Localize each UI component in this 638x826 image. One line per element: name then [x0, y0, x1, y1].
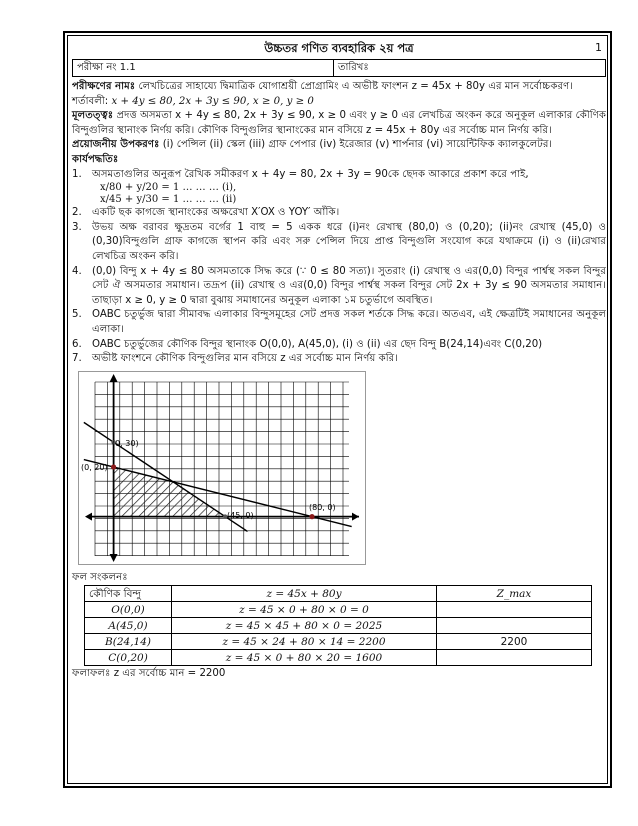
step-text: OABC চতুর্ভুজ দ্বারা সীমাবদ্ধ এলাকার বিন্দুসমূহের সেট প্রদত্ত সকল শর্তকে সিদ্ধ করে। অতএব, এই ক্ষেত্রটিই সমাধানের অনুকূল এলাকা।: [92, 309, 606, 335]
step-number: 1.: [72, 168, 82, 180]
page-title: উচ্চতর গণিত ব্যবহারিক ২য় পত্র: [264, 41, 414, 55]
equipment: [72, 138, 606, 153]
x-axis-arrow-left: [85, 512, 92, 520]
lp-graph: [78, 371, 366, 565]
point-marker-0-20: [111, 464, 116, 469]
header-objective: z = 45x + 80y: [172, 586, 437, 602]
label-45-0: (45, 0): [227, 510, 254, 520]
conditions: [72, 95, 606, 110]
title-row: [72, 38, 606, 58]
cell-calc: z = 45 × 24 + 80 × 14 = 2200: [172, 634, 437, 650]
worksheet: [72, 38, 606, 682]
cell-calc: z = 45 × 0 + 80 × 0 = 0: [172, 602, 437, 618]
graph-grid: [95, 382, 349, 556]
equation-i: x/80 + y/20 = 1 … … … (i),: [100, 182, 237, 194]
step-3: [72, 221, 606, 265]
experiment-name: [72, 80, 606, 95]
step-number: 7.: [72, 353, 82, 365]
step-number: 5.: [72, 309, 82, 321]
label-80-0: (80, 0): [309, 502, 336, 512]
step-2: [72, 206, 606, 221]
step-number: 4.: [72, 265, 82, 277]
cell-calc: z = 45 × 45 + 80 × 0 = 2025: [172, 618, 437, 634]
equation-ii: x/45 + y/30 = 1 … … … (ii): [100, 194, 237, 206]
step-5: [72, 308, 606, 337]
step-number: 2.: [72, 207, 82, 219]
y-axis-arrow-down: [110, 554, 118, 562]
results-label: ফল সংকলনঃ: [72, 571, 128, 583]
cell-calc: z = 45 × 0 + 80 × 20 = 1600: [172, 650, 437, 666]
meta-row: [72, 59, 606, 77]
experiment-name-label: পরীক্ষণের নামঃ: [72, 81, 136, 92]
equipment-label: প্রয়োজনীয় উপকরণঃ: [72, 139, 160, 151]
label-0-20: (0, 20): [81, 462, 108, 472]
cell-max: [437, 602, 592, 618]
table-row: [85, 602, 592, 618]
page-number: 1: [595, 41, 602, 54]
experiment-name-text: লেখচিত্রের সাহায্যে দ্বিমাত্রিক যোগাশ্রয়ী প্রোগ্রামিং এ অভীষ্ট ফাংশন z = 45x + 80y এর মান সর্বোচ্চকরণ।: [138, 81, 573, 92]
header-corner-point: কৌণিক বিন্দু: [85, 586, 172, 602]
step-number: 6.: [72, 338, 82, 350]
cell-point: C(0,20): [85, 650, 172, 666]
table-header-row: [85, 586, 592, 602]
cell-point: O(0,0): [85, 602, 172, 618]
exam-number: পরীক্ষা নং 1.1: [73, 60, 334, 76]
step-4: [72, 265, 606, 309]
cell-max: 2200: [437, 634, 592, 650]
theory: [72, 109, 606, 138]
label-0-30: (0, 30): [112, 438, 139, 448]
results-table: [84, 585, 592, 666]
theory-text: প্রদত্ত অসমতা x + 4y ≤ 80, 2x + 3y ≤ 90, x ≥ 0 এবং y ≥ 0 এর লেখচিত্র অংকন করে অনুকূল এলাকার কৌণিক বিন্দুগুলির স্থানাংক নির্ণয় করি। কৌণিক বিন্দুগুলির স্থানাংকের মান বসিয়ে z = 45x + 80y এর সর্বোচ্চ মান নির্ণয় করি।: [72, 110, 606, 136]
step-text: একটি ছক কাগজে স্থানাংকের অক্ষরেখা X′OX ও YOY′ আঁকি।: [92, 207, 340, 219]
table-row: [85, 634, 592, 650]
step-1: [72, 168, 606, 207]
step-number: 3.: [72, 221, 82, 233]
equipment-text: (i) পেন্সিল (ii) স্কেল (iii) গ্রাফ পেপার (iv) ইরেজার (v) শার্পনার (vi) সায়েন্টিফিক ক্যালকুলেটর।: [162, 139, 553, 151]
step-text: অসমতাগুলির অনুরূপ রৈখিক সমীকরণ x + 4y = 80, 2x + 3y = 90কে ছেদক আকারে প্রকাশ করে পাই,: [92, 168, 529, 180]
cell-point: B(24,14): [85, 634, 172, 650]
step-text: OABC চতুর্ভুজের কৌণিক বিন্দুর স্থানাংক O(0,0), A(45,0), (i) ও (ii) এর ছেদ বিন্দু B(24,14)এবং C(0,20): [92, 338, 543, 350]
y-axis-arrow-up: [110, 374, 118, 382]
x-axis-arrow-right: [352, 512, 359, 520]
procedure-label: কার্যপদ্ধতিঃ: [72, 153, 119, 165]
conclusion: ফলাফলঃ z এর সর্বোচ্চ মান = 2200: [72, 668, 226, 680]
conditions-label: শর্তাবলী:: [72, 95, 109, 107]
theory-label: মূলতত্ত্বঃ: [72, 110, 114, 122]
cell-max: [437, 650, 592, 666]
cell-point: A(45,0): [85, 618, 172, 634]
step-text: অভীষ্ট ফাংশনে কৌণিক বিন্দুগুলির মান বসিয়ে z এর সর্বোচ্চ মান নির্ণয় করি।: [92, 353, 398, 365]
lp-graph-svg: [79, 372, 365, 564]
procedure-steps: [72, 168, 606, 367]
step-6: [72, 338, 606, 353]
step-7: [72, 352, 606, 367]
point-marker-80-0: [309, 514, 314, 519]
cell-max: [437, 618, 592, 634]
table-row: [85, 650, 592, 666]
table-row: [85, 618, 592, 634]
header-zmax: Z_max: [437, 586, 592, 602]
step-text: উভয় অক্ষ বরাবর ক্ষুদ্রতম বর্গের 1 বাহু = 5 একক ধরে (i)নং রেখাস্থ (80,0) ও (0,20); (ii)নং রেখাস্থ (45,0) ও (0,30)বিন্দুগুলি গ্রাফ কাগজে স্থাপন করি এবং সরু পেন্সিল দিয়ে প্রাপ্ত বিন্দুগুলি সংযোগ করে যথাক্রমে (i) ও (ii)রেখার লেখচিত্র অংকন করি।: [92, 221, 606, 262]
conditions-text: x + 4y ≤ 80, 2x + 3y ≤ 90, x ≥ 0, y ≥ 0: [111, 95, 314, 107]
step-text: (0,0) বিন্দু x + 4y ≤ 80 অসমতাকে সিদ্ধ করে (∵ 0 ≤ 80 সত্য)। সুতরাং (i) রেখাস্থ ও এর(0,0) বিন্দুর পার্শ্বস্থ সকল বিন্দুর সেট ঐ অসমতার সমাধান। তদ্রূপ (ii) রেখাস্থ ও এর(0,0) বিন্দুর পার্শ্বস্থ সকল বিন্দুর সেট 2x + 3y ≤ 90 অসমতার সমাধান। তাছাড়া x ≥ 0, y ≥ 0 দ্বারা বুঝায় সমাধানের অনুকূল এলাকা ১ম চতুর্ভাগে অবস্থিত।: [92, 265, 606, 306]
date-field: তারিখঃ: [338, 62, 369, 73]
